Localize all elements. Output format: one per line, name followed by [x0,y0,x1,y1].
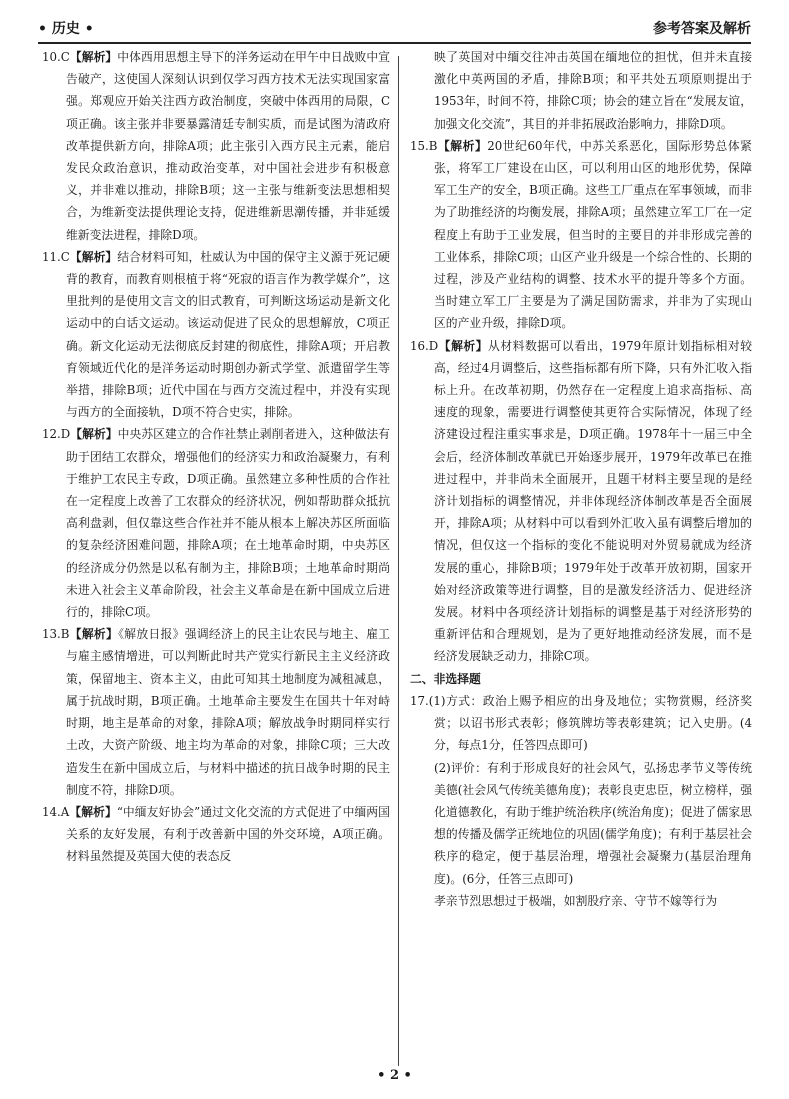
answer-14: 14.A【解析】“中缅友好协会”通过文化交流的方式促进了中缅两国关系的友好发展，有利于改善新中国的外交环境，A项正确。材料虽然提及英国大使的表态反 [42,804,390,864]
column-divider [398,56,399,1066]
answer-13: 13.B【解析】《解放日报》强调经济上的民主让农民与地主、雇工与雇主感情增进，可以判断此时共产党实行新民主主义经济政策，保留地主、资本主义，由此可知其土地制度为减租减息，属于抗战时期，B项正确。土地革命主要发生在国共十年对峙时期，地主是革命的对象，排除A项；解放战争时期同样实行土改，大资产阶级、地主均为革命的对象，排除C项；三大改造发生在新中国成立后，与材料中描述的抗日战争时期的民主制度不符，排除D项。 [42,627,390,797]
subject-label: • 历史 • [38,21,94,37]
header-rule [38,42,751,44]
answer-11: 11.C【解析】结合材料可知，杜威认为中国的保守主义源于死记硬背的教育，而教育则根植于将“死寂的语言作为教学媒介”，这里批判的是使用文言文的旧式教育，可判断这场运动是新文化运动中的白话文运动。该运动促进了民众的思想解放，C项正确。新文化运动无法彻底反封建的彻底性，排除A项；开启教育领域近代化的是洋务运动时期创办新式学堂、派遣留学生等举措，排除B项；近代中国在与西方交流过程中，并没有实现与西方的全面接轨，D项不符合史实，排除。 [42,249,390,420]
answer-17-part1: 17.(1)方式：政治上赐予相应的出身及地位；实物赏赐，经济奖赏；以诏书形式表彰；修筑牌坊等表彰建筑；记入史册。(4分，每点1分，任答四点即可) [410,693,752,753]
right-column [410,46,752,912]
answer-17-part2: (2)评价：有利于形成良好的社会风气，弘扬忠孝节义等传统美德(社会风气传统美德角度)；表彰良吏忠臣，树立榜样，强化道德教化，有助于维护统治秩序(统治角度)；促进了儒家思想的传播及儒学正统地位的巩固(儒学角度)；有利于基层社会秩序的稳定，便于基层治理，增强社会凝聚力(基层治理角度)。(6分，任答三点即可) [434,760,752,886]
header-title: 参考答案及解析 [653,21,751,37]
answer-15: 15.B【解析】20世纪60年代，中苏关系恶化，国际形势总体紧张，将军工厂建设在山区，可以利用山区的地形优势，保障军工生产的安全，B项正确。这些工厂重点在军事领域，而非为了助推经济的均衡发展，排除A项；虽然建立军工厂在一定程度上有助于工业发展，但当时的主要目的并非形成完善的工业体系，排除C项；山区产业升级是一个综合性的、长期的过程，涉及产业结构的调整、技术水平的提升等多个方面。当时建立军工厂主要是为了满足国防需求，并非为了实现山区的产业升级，排除D项。 [410,138,752,331]
answer-14-continued: 映了英国对中缅交往冲击英国在缅地位的担忧，但并未直接激化中英两国的矛盾，排除B项；和平共处五项原则提出于1953年，时间不符，排除C项；协会的建立旨在“发展友谊，加强文化交流”，其目的并非拓展政治影响力，排除D项。 [434,50,752,131]
answer-10: 10.C【解析】中体西用思想主导下的洋务运动在甲午中日战败中宣告破产，这使国人深刻认识到仅学习西方技术无法实现国家富强。郑观应开始关注西方政治制度，突破中体西用的局限，C项正确。该主张并非要暴露清廷专制实质，而是试图为清政府改革提供新方向，排除A项；此主张引入西方民主元素，能启发民众政治意识，推动政治变革，对中国社会进步有积极意义，并非难以推动，排除B项；这一主张与维新变法思想相契合，为维新变法提供理论支持，促进维新思潮传播，并非延缓维新变法进程，排除D项。 [42,50,390,242]
answer-12: 12.D【解析】中央苏区建立的合作社禁止剥削者进入，这种做法有助于团结工农群众，增强他们的经济实力和政治凝聚力，有利于维护工农民主专政，D项正确。虽然建立多种性质的合作社在一定程度上改善了工农群众的经济状况，例如帮助群众抵抗高利盘剥，但仅靠这些合作社并不能从根本上解决苏区所面临的复杂经济困难问题，排除A项；在土地革命时期，中央苏区的经济成分仍然是以私有制为主，排除B项；土地革命时期尚未进入社会主义革命阶段，社会主义革命是在新中国成立后进行的，排除C项。 [42,427,390,620]
page-header [38,16,751,38]
answer-17-part3: 孝亲节烈思想过于极端，如割股疗亲、守节不嫁等行为 [434,893,718,908]
section-heading: 二、非选择题 [410,671,481,686]
left-column [42,46,390,868]
page-number: • 2 • [377,1068,412,1083]
answer-16: 16.D【解析】从材料数据可以看出，1979年原计划指标相对较高，经过4月调整后，这些指标都有所下降，只有外汇收入指标上升。在改革初期，仍然存在一定程度上追求高指标、高速度的现象，需要进行调整使其更符合实际情况，体现了经济建设过程注重实事求是，D项正确。1978年十一届三中全会后，经济体制改革就已开始逐步展开，1979年改革已在推进过程中，并非尚未全面展开，且题干材料主要呈现的是经济计划指标的调整情况，并非体现经济体制改革是否全面展开，排除A项；从材料中可以看到外汇收入虽有调整后增加的情况，但仅这一个指标的变化不能说明对外贸易就成为经济发展的重心，排除B项；1979年处于改革开放初期，国家开始对经济政策等进行调整，目的是激发经济活力、促进经济发展。材料中各项经济计划指标的调整是基于对经济形势的重新评估和合理规划，是为了更好地推动经济发展，而不是经济发展缺乏动力，排除C项。 [410,338,752,664]
